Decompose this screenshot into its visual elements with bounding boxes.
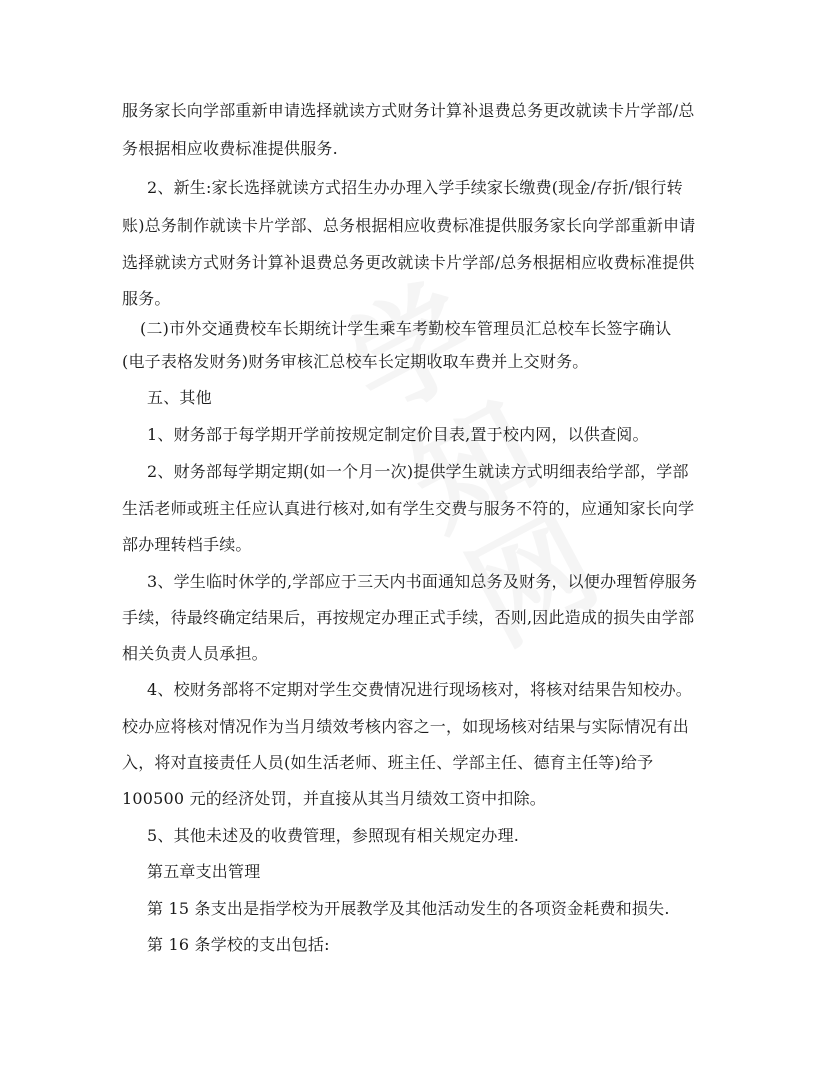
text-line: 选择就读方式财务计算补退费总务更改就读卡片学部/总务根据相应收费标准提供 [122, 253, 695, 272]
text-line: 2、新生:家长选择就读方式招生办办理入学手续家长缴费(现金/存折/银行转 [147, 178, 683, 197]
text-line: 100500 元的经济处罚，并直接从其当月绩效工资中扣除。 [122, 789, 546, 808]
text-line: 1、财务部于每学期开学前按规定制定价目表,置于校内网，以供查阅。 [147, 425, 649, 444]
text-line: 第 16 条学校的支出包括: [147, 935, 330, 954]
text-line: 生活老师或班主任应认真进行核对,如有学生交费与服务不符的，应通知家长向学 [122, 499, 695, 518]
text-line: 账)总务制作就读卡片学部、总务根据相应收费标准提供服务家长向学部重新申请 [122, 216, 696, 235]
text-line: 务根据相应收费标准提供服务. [122, 139, 338, 158]
text-line: 部办理转档手续。 [122, 535, 252, 554]
text-line: 2、财务部每学期定期(如一个月一次)提供学生就读方式明细表给学部，学部 [147, 462, 689, 481]
text-line: (电子表格发财务)财务审核汇总校车长定期收取车费并上交财务。 [122, 352, 589, 371]
text-line: 相关负责人员承担。 [122, 644, 268, 663]
text-line: 5、其他未述及的收费管理，参照现有相关规定办理. [147, 826, 520, 845]
text-line: 3、学生临时休学的,学部应于三天内书面通知总务及财务，以便办理暂停服务 [147, 572, 698, 591]
text-line: 入，将对直接责任人员(如生活老师、班主任、学部主任、德育主任等)给予 [122, 753, 654, 772]
section-heading: 五、其他 [147, 388, 212, 407]
text-line: 手续，待最终确定结果后，再按规定办理正式手续，否则,因此造成的损失由学部 [122, 608, 695, 627]
text-line: 服务。 [122, 289, 171, 308]
text-line: 第 15 条支出是指学校为开展教学及其他活动发生的各项资金耗费和损失. [147, 899, 670, 918]
text-line: 服务家长向学部重新申请选择就读方式财务计算补退费总务更改就读卡片学部/总 [122, 101, 695, 120]
chapter-heading: 第五章支出管理 [147, 862, 261, 881]
text-line: 校办应将核对情况作为当月绩效考核内容之一，如现场核对结果与实际情况有出 [122, 717, 690, 736]
text-line: (二)市外交通费校车长期统计学生乘车考勤校车管理员汇总校车长签字确认 [140, 319, 672, 338]
text-line: 4、校财务部将不定期对学生交费情况进行现场核对，将核对结果告知校办。 [147, 680, 692, 699]
